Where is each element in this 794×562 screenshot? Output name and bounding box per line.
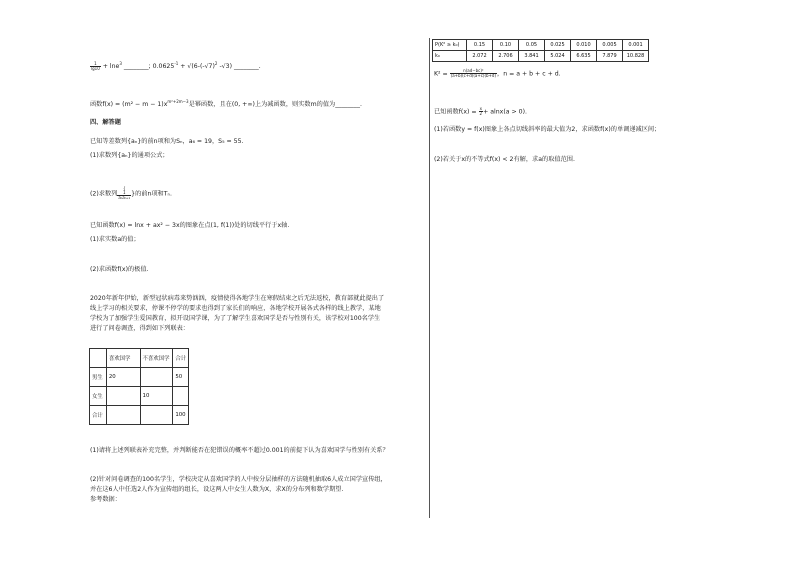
fraction: $\frac{x}{2}$ [479,106,483,116]
table-row [90,349,189,368]
table-cell [106,387,140,406]
table-cell: 2.072 [467,51,493,62]
table-cell: 0.001 [623,40,649,51]
table-row [90,387,189,406]
question-power-function: 函数$f(x) = (m^2 - m - 1)x^{m^2+2m-3}$是幂函数，且在(0, +∞)上为减函数，则实数m的值为________. [90,99,362,109]
table-row [433,51,649,62]
expr-line-1: $\frac{1}{\lg 10}$ + lne$^3$ ________; $0.0625^{-1} + √(6-(-√7)^2$ -√3) ________. [91,60,261,71]
table-cell: 0.15 [467,40,493,51]
stat-question-part2-line: (2)针对问卷调查的100名学生，学校决定从喜欢国学的人中按分层抽样的方法随机抽取6人成立国学宣传组， [90,476,387,483]
table-cell: 0.025 [545,40,571,51]
fraction: $\frac{\text{n(ad−bc)²}}{(a+b)(c+d)(a+c)(b+d)}$ [450,68,497,78]
contingency-table [89,348,189,425]
table-cell: 10 [140,387,173,406]
stat-paragraph-line: 进行了问卷调查，得到如下列联表： [90,325,189,332]
table-cell: 7.879 [597,51,623,62]
table-cell: k₀ [433,51,467,62]
question-sequence-part1: (1)求数列{aₙ}的通项公式； [90,152,169,159]
table-cell: 100 [173,406,189,425]
table-cell: 3.841 [519,51,545,62]
table-cell [140,368,173,387]
table-cell: 5.024 [545,51,571,62]
question-function-part1: (1)求实数a的值； [90,236,140,243]
table-row [433,40,649,51]
section-heading: 四、解答题 [90,119,121,126]
table-cell: 女生 [90,387,107,406]
table-cell: 合计 [90,406,107,425]
question-sequence-part2: (2)求数列{ 1 aₙaₙ₊₁ }的前n项和Tₙ. [90,186,172,200]
question-function-part2: (2)求函数f(x)的极值. [90,266,149,273]
question-last-part1: (1)若函数y = f(x)图象上各点切线斜率的最大值为2，求函数f(x)的单调递减区间； [434,126,661,133]
question-sequence-intro: 已知等差数列{aₙ}的前n项和为Sₙ，a₆ = 19，S₅ = 55. [90,138,244,145]
table-cell [90,349,107,368]
column-divider [429,38,430,518]
question-last-part2: (2)若关于x的不等式f(x) < 2有解，求a的取值范围. [434,156,575,163]
table-cell: P(K² ≥ k₀) [433,40,467,51]
table-cell: 0.010 [571,40,597,51]
table-cell [140,406,173,425]
table-cell: 50 [173,368,189,387]
table-cell: 20 [106,368,140,387]
table-cell: 10.828 [623,51,649,62]
table-cell: 合计 [173,349,189,368]
table-cell: 0.10 [493,40,519,51]
table-cell: 不喜欢国学 [140,349,173,368]
table-cell: 男生 [90,368,107,387]
fraction: { 1 aₙaₙ₊₁ [118,186,131,200]
reference-data-label: 参考数据： [90,496,121,503]
table-cell: 2.706 [493,51,519,62]
table-cell: 0.05 [519,40,545,51]
stat-paragraph-line: 2020年新年伊始，新型冠状病毒来势汹汹，疫情使得各地学生在寒假结束之后无法返校，教育部就此提出了 [90,295,385,302]
chi-square-critical-table [432,39,649,62]
question-function-intro: 已知函数f(x) = lnx + ax² − 3x的图象在点(1, f(1))处的切线平行于x轴. [90,222,290,229]
stat-paragraph-line: 线上学习的相关要求，停课不停学的要求也得到了家长们的响应，各地学校开展各式各样的线上教学，某地 [90,305,381,312]
table-cell: 6.635 [571,51,597,62]
table-row [90,406,189,425]
table-cell: 0.005 [597,40,623,51]
stat-question-part2-line: 并在这6人中任选2人作为宣传组的组长，设这两人中女生人数为X，求X的分布列和数学期望. [90,486,344,493]
table-cell [173,387,189,406]
table-cell [106,406,140,425]
stat-question-part1: (1)请将上述列联表补充完整，并判断能否在犯错误的概率不超过0.001的前提下认为喜欢国学与性别有关系？ [90,447,389,454]
question-last-intro: 已知函数f(x) = $\frac{x}{2}$ + alnx(a > 0). [434,106,527,116]
fraction: $\frac{1}{\lg 10}$ [91,60,100,71]
k2-formula: K² = $\frac{\text{n(ad−bc)²}}{(a+b)(c+d)(a+c)(b+d)}$ ，n = a + b + c + d. [434,68,561,78]
table-cell: 喜欢国学 [106,349,140,368]
stat-paragraph-line: 学校为了加强学生爱国教育，拟开设国学课，为了了解学生喜欢国学是否与性别有关，该学校对100名学生 [90,315,381,322]
table-row [90,368,189,387]
